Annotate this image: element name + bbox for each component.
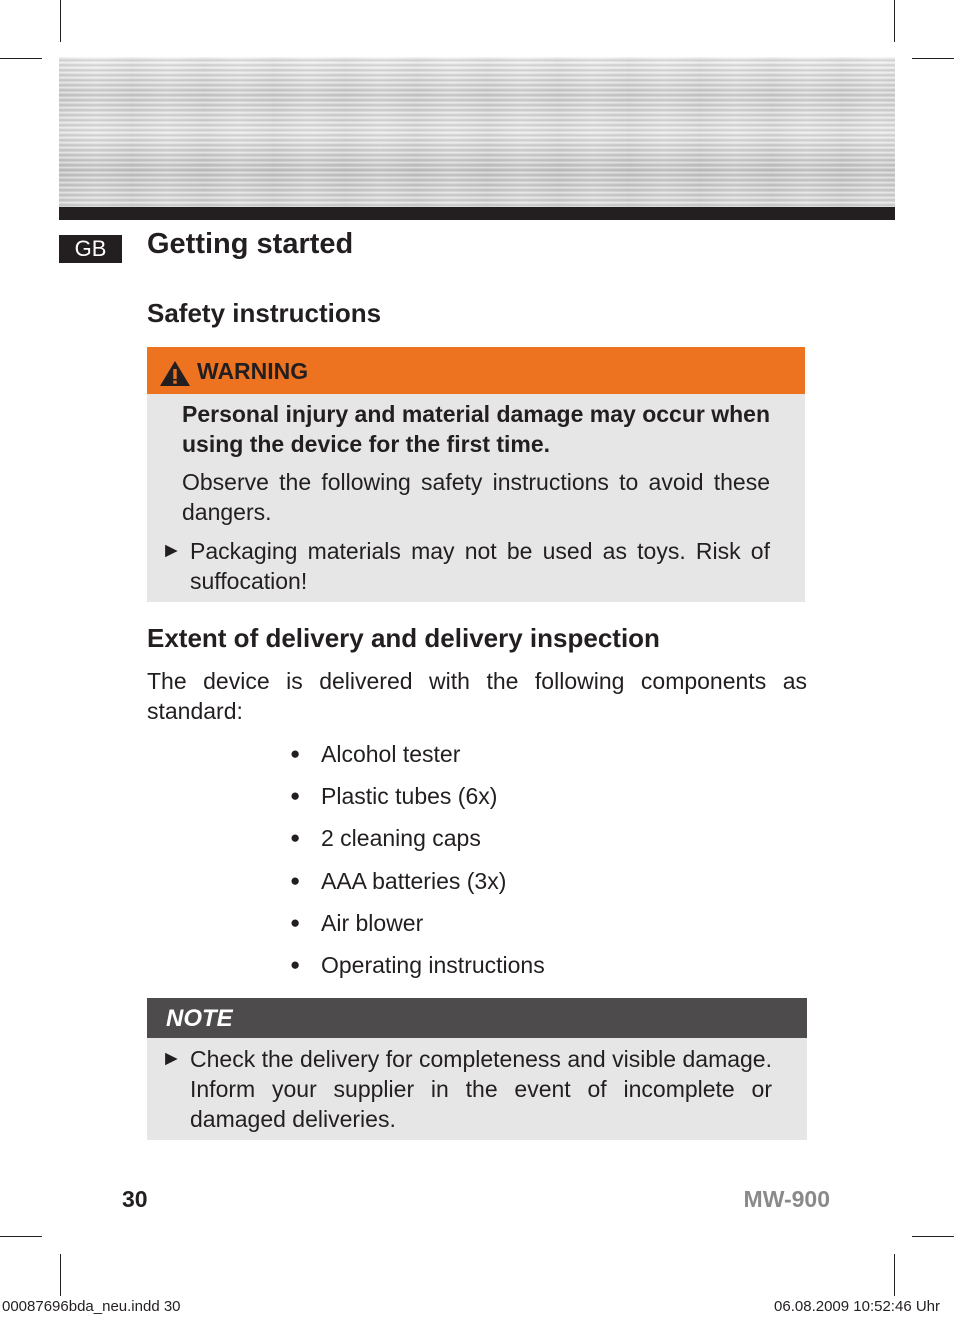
- section-title: Getting started: [147, 228, 354, 260]
- crop-mark: [0, 1236, 42, 1237]
- list-item: [290, 908, 423, 938]
- bullet-icon: ●: [290, 786, 301, 805]
- list-item: [290, 781, 497, 811]
- warning-label: WARNING: [197, 358, 309, 384]
- safety-heading: Safety instructions: [147, 298, 382, 328]
- crop-mark: [894, 1254, 895, 1296]
- crop-mark: [0, 58, 42, 59]
- delivery-intro: The device is delivered with the following components as standard:: [147, 668, 807, 724]
- bullet-icon: ●: [290, 828, 301, 847]
- arrow-marker: ►: [161, 1047, 182, 1070]
- list-item-label: Air blower: [321, 910, 424, 936]
- list-item-label: Operating instructions: [321, 952, 545, 978]
- print-timestamp: 06.08.2009 10:52:46 Uhr: [774, 1298, 940, 1315]
- list-item: [290, 866, 506, 896]
- file-slug: 00087696bda_neu.indd 30: [2, 1298, 181, 1315]
- note-label: NOTE: [166, 1005, 233, 1032]
- arrow-marker: ►: [161, 539, 182, 562]
- crop-mark: [894, 0, 895, 42]
- crop-mark: [912, 1236, 954, 1237]
- bullet-icon: ●: [290, 871, 301, 890]
- bullet-icon: ●: [290, 744, 301, 763]
- list-item: [290, 950, 545, 980]
- crop-mark: [912, 58, 954, 59]
- warning-header: [147, 347, 805, 394]
- list-item: [290, 823, 481, 853]
- page-number: 30: [122, 1186, 148, 1212]
- warning-text: Observe the following safety instructions to avoid these dangers.: [182, 469, 770, 525]
- bullet-icon: ●: [290, 955, 301, 974]
- warning-item: Packaging materials may not be used as toys. Risk of suffocation!: [190, 538, 770, 594]
- crop-mark: [60, 1254, 61, 1296]
- note-item: Check the delivery for completeness and visible damage. Inform your supplier in the event of incomplete or damaged deliveries.: [190, 1046, 772, 1132]
- banner-divider: [59, 207, 895, 220]
- warning-bold-text: Personal injury and material damage may occur when using the device for the first time.: [182, 401, 770, 457]
- language-tag: GB: [59, 235, 122, 263]
- crop-mark: [60, 0, 61, 42]
- note-header: [147, 998, 807, 1038]
- brushed-metal-banner: [59, 57, 895, 207]
- delivery-heading: Extent of delivery and delivery inspection: [147, 623, 660, 653]
- bullet-icon: ●: [290, 913, 301, 932]
- list-item: [290, 739, 460, 769]
- list-item-label: 2 cleaning caps: [321, 825, 481, 851]
- model-name: MW-900: [743, 1186, 830, 1212]
- list-item-label: AAA batteries (3x): [321, 868, 507, 894]
- warning-triangle-icon: [159, 360, 191, 387]
- list-item-label: Plastic tubes (6x): [321, 783, 498, 809]
- list-item-label: Alcohol tester: [321, 741, 461, 767]
